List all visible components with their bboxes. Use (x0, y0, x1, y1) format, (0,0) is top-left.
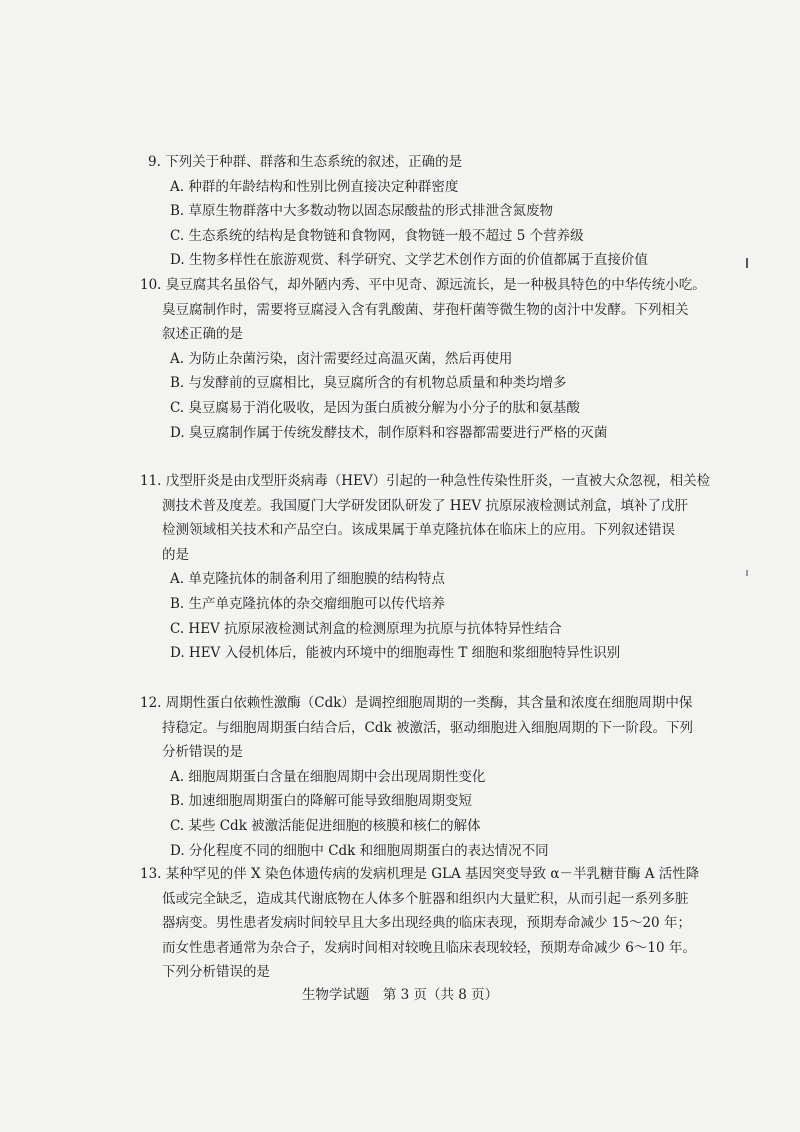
question-13-stem-line-2: 低或完全缺乏，造成其代谢底物在人体多个脏器和组织内大量贮积，从而引起一系列多脏 (162, 890, 689, 907)
question-12-option-c: C. 某些 Cdk 被激活能促进细胞的核膜和核仁的解体 (170, 817, 481, 834)
question-10-option-d: D. 臭豆腐制作属于传统发酵技术，制作原料和容器都需要进行严格的灭菌 (170, 424, 608, 441)
question-10-stem-line-2: 臭豆腐制作时，需要将豆腐浸入含有乳酸菌、芽孢杆菌等微生物的卤汁中发酵。下列相关 (162, 301, 689, 318)
question-10-stem-line-3: 叙述正确的是 (162, 326, 243, 343)
question-12-option-a: A. 细胞周期蛋白含量在细胞周期中会出现周期性变化 (170, 768, 486, 785)
question-10-option-a: A. 为防止杂菌污染，卤汁需要经过高温灭菌，然后再使用 (170, 350, 513, 367)
question-12 (140, 691, 700, 863)
question-9 (148, 150, 708, 273)
question-11 (140, 469, 711, 666)
question-12-stem-line-3: 分析错误的是 (162, 744, 243, 761)
question-9-option-d: D. 生物多样性在旅游观赏、科学研究、文学艺术创作方面的价值都属于直接价值 (170, 252, 648, 269)
question-10-stem-line-1: 10. 臭豆腐其名虽俗气，却外陋内秀、平中见奇、源远流长，是一种极具特色的中华传统小吃。 (140, 277, 706, 293)
question-11-option-d: D. HEV 入侵机体后，能被内环境中的细胞毒性 T 细胞和浆细胞特异性识别 (170, 645, 621, 662)
question-9-option-c: C. 生态系统的结构是食物链和食物网，食物链一般不超过 5 个营养级 (170, 227, 584, 244)
question-12-option-d: D. 分化程度不同的细胞中 Cdk 和细胞周期蛋白的表达情况不同 (170, 842, 549, 859)
question-11-stem-line-3: 检测领域相关技术和产品空白。该成果属于单克隆抗体在临床上的应用。下列叙述错误 (162, 522, 675, 539)
question-12-stem-line-1: 12. 周期性蛋白依赖性激酶（Cdk）是调控细胞周期的一类酶，其含量和浓度在细胞周期中保 (140, 695, 693, 711)
question-11-stem-line-2: 测技术普及度差。我国厦门大学研发团队研发了 HEV 抗原尿液检测试剂盒，填补了戊肝 (162, 497, 688, 514)
question-10-option-c: C. 臭豆腐易于消化吸收，是因为蛋白质被分解为小分子的肽和氨基酸 (170, 399, 580, 416)
page-footer: 生物学试题 第 3 页（共 8 页） (301, 987, 499, 1003)
scan-mark (746, 570, 748, 576)
question-12-option-b: B. 加速细胞周期蛋白的降解可能导致细胞周期变短 (170, 793, 473, 810)
question-10 (140, 273, 706, 445)
question-10-option-b: B. 与发酵前的豆腐相比，臭豆腐所含的有机物总质量和种类均增多 (170, 375, 567, 392)
question-13-stem-line-5: 下列分析错误的是 (162, 964, 270, 981)
question-12-stem-line-2: 持稳定。与细胞周期蛋白结合后，Cdk 被激活，驱动细胞进入细胞周期的下一阶段。下列 (162, 719, 693, 736)
question-11-stem-line-4: 的是 (162, 546, 189, 563)
question-13-stem-line-1: 13. 某种罕见的伴 X 染色体遗传病的发病机理是 GLA 基因突变导致 α－半乳糖苷酶 A 活性降 (140, 866, 700, 882)
question-13-stem-line-3: 器病变。男性患者发病时间较早且大多出现经典的临床表现，预期寿命减少 15～20 年； (162, 915, 691, 932)
scan-mark (746, 258, 748, 268)
question-9-option-a: A. 种群的年龄结构和性别比例直接决定种群密度 (170, 178, 459, 195)
question-11-option-a: A. 单克隆抗体的制备利用了细胞膜的结构特点 (170, 571, 445, 588)
question-13 (140, 862, 700, 985)
question-13-stem-line-4: 而女性患者通常为杂合子，发病时间相对较晚且临床表现较轻，预期寿命减少 6～10 年。 (162, 939, 696, 956)
question-9-stem: 9. 下列关于种群、群落和生态系统的叙述，正确的是 (148, 154, 463, 170)
question-11-option-b: B. 生产单克隆抗体的杂交瘤细胞可以传代培养 (170, 595, 446, 612)
question-11-stem-line-1: 11. 戊型肝炎是由戊型肝炎病毒（HEV）引起的一种急性传染性肝炎，一直被大众忽视，相关检 (140, 473, 711, 489)
question-11-option-c: C. HEV 抗原尿液检测试剂盒的检测原理为抗原与抗体特异性结合 (170, 620, 562, 637)
question-9-option-b: B. 草原生物群落中大多数动物以固态尿酸盐的形式排泄含氮废物 (170, 203, 554, 220)
